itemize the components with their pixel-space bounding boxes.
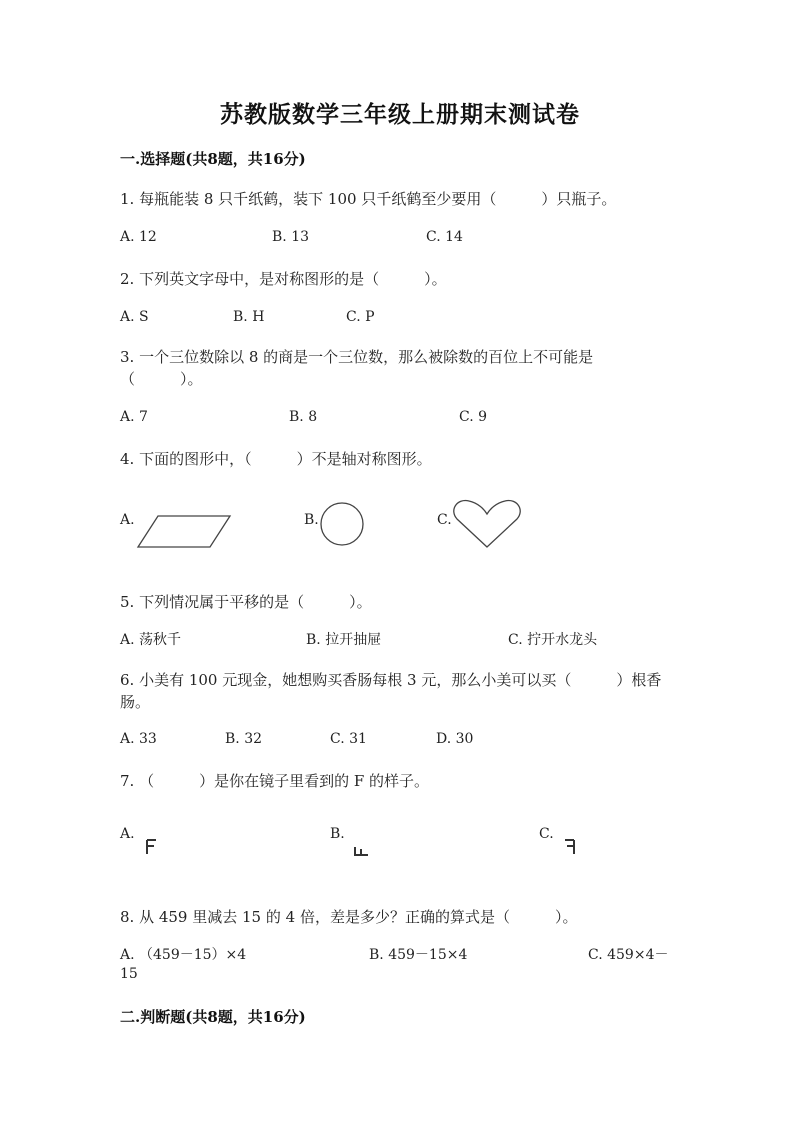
question-1: 1. 每瓶能装 8 只千纸鹤，装下 100 只千纸鹤至少要用（ ）只瓶子。 bbox=[120, 190, 617, 208]
option-8c: C. 459×4－ bbox=[588, 947, 669, 963]
question-3-line-2: （ ）。 bbox=[120, 370, 203, 388]
option-4a: A. bbox=[120, 512, 135, 528]
option-5a: A. 荡秋千 bbox=[120, 632, 182, 648]
question-8: 8. 从 459 里减去 15 的 4 倍，差是多少？正确的算式是（ ）。 bbox=[120, 908, 578, 926]
section-heading-judgment: 二.判断题(共8题，共16分) bbox=[120, 1008, 306, 1026]
option-5b: B. 拉开抽屉 bbox=[306, 632, 382, 648]
letter-f-icon bbox=[144, 838, 158, 856]
option-8b: B. 459－15×4 bbox=[369, 947, 468, 963]
question-7: 7. （ ）是你在镜子里看到的 F 的样子。 bbox=[120, 772, 430, 790]
page-title: 苏教版数学三年级上册期末测试卷 bbox=[220, 101, 580, 128]
letter-f-mirrored-icon bbox=[563, 838, 577, 856]
option-7b: B. bbox=[330, 826, 345, 842]
option-2a: A. S bbox=[120, 309, 149, 325]
option-6c: C. 31 bbox=[330, 731, 367, 747]
option-7c: C. bbox=[539, 826, 554, 842]
question-6-line-1: 6. 小美有 100 元现金，她想购买香肠每根 3 元，那么小美可以买（ ）根香 bbox=[120, 671, 662, 689]
question-2: 2. 下列英文字母中，是对称图形的是（ ）。 bbox=[120, 270, 447, 288]
option-7a: A. bbox=[120, 826, 135, 842]
option-1a: A. 12 bbox=[120, 229, 157, 245]
question-5: 5. 下列情况属于平移的是（ ）。 bbox=[120, 593, 372, 611]
option-3a: A. 7 bbox=[120, 409, 148, 425]
heart-icon bbox=[451, 497, 523, 549]
option-8a: A. （459－15）×4 bbox=[120, 947, 247, 963]
question-6-line-2: 肠。 bbox=[120, 693, 151, 711]
circle-icon bbox=[319, 501, 365, 547]
option-6b: B. 32 bbox=[225, 731, 263, 747]
option-6d: D. 30 bbox=[436, 731, 474, 747]
option-4c: C. bbox=[437, 512, 452, 528]
question-4: 4. 下面的图形中，（ ）不是轴对称图形。 bbox=[120, 450, 432, 468]
option-3c: C. 9 bbox=[459, 409, 488, 425]
letter-f-rotated-icon bbox=[352, 844, 370, 858]
section-heading-choice: 一.选择题(共8题，共16分) bbox=[120, 150, 306, 168]
question-3-line-1: 3. 一个三位数除以 8 的商是一个三位数，那么被除数的百位上不可能是 bbox=[120, 348, 594, 366]
option-2b: B. H bbox=[233, 309, 265, 325]
option-2c: C. P bbox=[346, 309, 375, 325]
option-8c-wrap: 15 bbox=[120, 966, 138, 982]
option-1b: B. 13 bbox=[272, 229, 310, 245]
option-1c: C. 14 bbox=[426, 229, 463, 245]
option-4b: B. bbox=[304, 512, 319, 528]
option-6a: A. 33 bbox=[120, 731, 157, 747]
option-3b: B. 8 bbox=[289, 409, 318, 425]
parallelogram-icon bbox=[136, 514, 234, 550]
option-5c: C. 拧开水龙头 bbox=[508, 632, 598, 648]
